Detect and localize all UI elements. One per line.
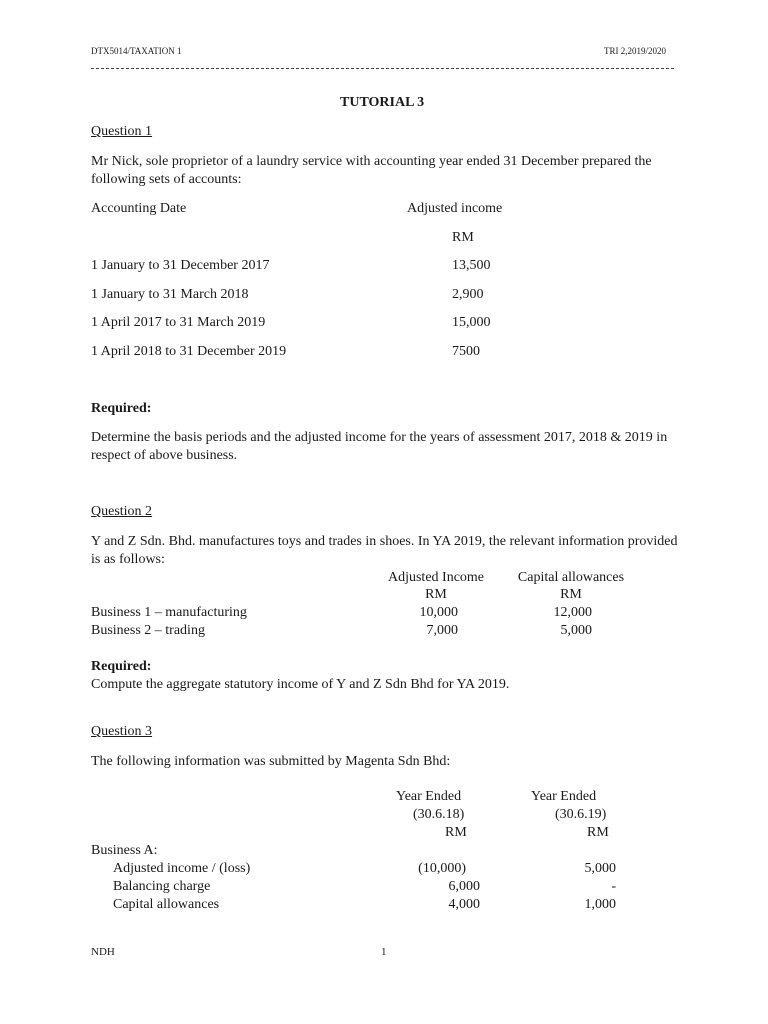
q3-col-date-2018: (30.6.18) <box>413 807 465 822</box>
q1-row-period: 1 January to 31 March 2018 <box>91 287 249 302</box>
q1-col-adjusted-income: Adjusted income <box>407 201 503 216</box>
footer-initials: NDH <box>91 946 115 958</box>
q1-col-accounting-date: Accounting Date <box>91 201 187 216</box>
q3-unit: RM <box>445 825 467 840</box>
q2-row-label: Business 1 – manufacturing <box>91 605 247 620</box>
q2-intro: Y and Z Sdn. Bhd. manufactures toys and trades in shoes. In YA 2019, the relevant information provided is as follows: <box>91 534 678 567</box>
q1-unit: RM <box>452 230 474 245</box>
q2-row-income: 10,000 <box>419 605 458 620</box>
q1-row-amount: 2,900 <box>452 287 484 302</box>
page-number: 1 <box>381 946 387 958</box>
q1-row-amount: 13,500 <box>452 258 491 273</box>
header-term: TRI 2,2019/2020 <box>604 46 666 56</box>
q3-row-y18: 6,000 <box>448 879 480 894</box>
q2-col-adjusted-income: Adjusted Income <box>387 570 485 585</box>
q3-row-y18: (10,000) <box>418 861 466 876</box>
q2-unit: RM <box>425 587 447 602</box>
q3-row-y19: 5,000 <box>584 861 616 876</box>
q1-intro: Mr Nick, sole proprietor of a laundry service with accounting year ended 31 December prepared the following sets of accounts: <box>91 154 652 187</box>
q1-required-label: Required: <box>91 401 152 416</box>
q3-row-label: Adjusted income / (loss) <box>113 861 251 876</box>
q3-row-y19: - <box>611 879 616 894</box>
q2-heading: Question 2 <box>91 504 153 519</box>
q3-unit: RM <box>587 825 609 840</box>
q3-heading: Question 3 <box>91 724 153 739</box>
q1-heading: Question 1 <box>91 124 153 139</box>
q2-required-label: Required: <box>91 659 152 674</box>
q1-required-text: Determine the basis periods and the adjusted income for the years of assessment 2017, 2018 & 2019 in respect of above business. <box>91 430 668 463</box>
q3-row-label: Balancing charge <box>113 879 211 894</box>
q3-row-y18: 4,000 <box>448 897 480 912</box>
q3-col-year-2019: Year Ended <box>531 789 597 804</box>
q2-unit: RM <box>560 587 582 602</box>
q1-row-amount: 7500 <box>452 344 480 359</box>
header-course: DTX5014/TAXATION 1 <box>91 46 182 56</box>
q3-col-year-2018: Year Ended <box>396 789 462 804</box>
q1-row-period: 1 January to 31 December 2017 <box>91 258 270 273</box>
q3-intro: The following information was submitted by Magenta Sdn Bhd: <box>91 754 451 769</box>
q2-col-capital-allowances: Capital allowances <box>517 570 625 585</box>
header-divider <box>91 68 674 69</box>
q2-row-ca: 5,000 <box>560 623 592 638</box>
q1-row-amount: 15,000 <box>452 315 491 330</box>
q2-row-ca: 12,000 <box>553 605 592 620</box>
page-title: TUTORIAL 3 <box>340 95 425 110</box>
q1-row-period: 1 April 2018 to 31 December 2019 <box>91 344 287 359</box>
q3-business-label: Business A: <box>91 843 158 858</box>
q2-row-label: Business 2 – trading <box>91 623 205 638</box>
q2-row-income: 7,000 <box>426 623 458 638</box>
q3-row-y19: 1,000 <box>584 897 616 912</box>
q3-row-label: Capital allowances <box>113 897 220 912</box>
q2-required-text: Compute the aggregate statutory income of Y and Z Sdn Bhd for YA 2019. <box>91 677 510 692</box>
q1-row-period: 1 April 2017 to 31 March 2019 <box>91 315 266 330</box>
q3-col-date-2019: (30.6.19) <box>555 807 607 822</box>
